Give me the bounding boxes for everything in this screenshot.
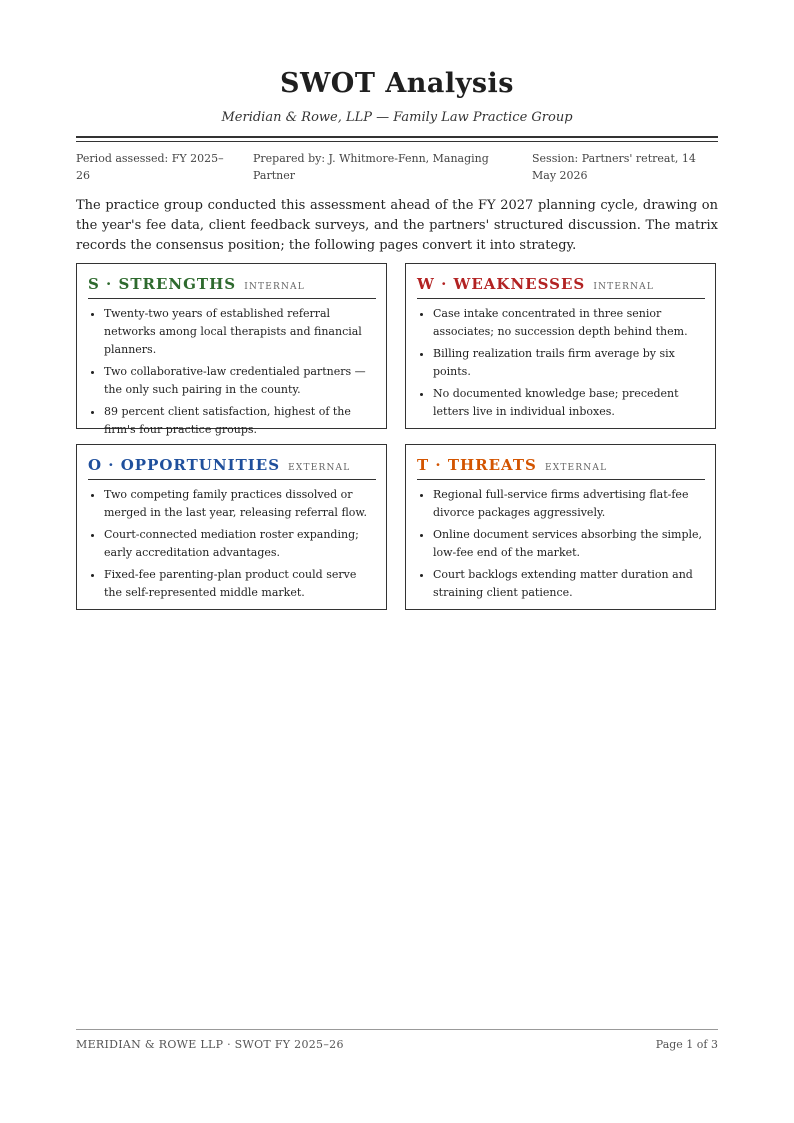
header-divider [76, 136, 718, 142]
weaknesses-header [417, 274, 705, 299]
document-title: SWOT Analysis [279, 68, 514, 99]
list-item: • Online document services absorbing the simple, low-fee end of the market. [433, 526, 705, 562]
opportunities-label: O · OPPORTUNITIES [88, 456, 281, 474]
meta-period: Period assessed: FY 2025–26 [76, 152, 224, 182]
weaknesses-tag: INTERNAL [593, 282, 655, 292]
weaknesses-list [417, 305, 705, 421]
list-item: • Billing realization trails firm average by six points. [433, 345, 705, 381]
footer-divider [76, 1029, 718, 1030]
opportunities-header [88, 455, 376, 480]
strengths-header [88, 274, 376, 299]
meta-session: Session: Partners' retreat, 14 May 2026 [532, 152, 696, 182]
list-item: • Fixed-fee parenting-plan product could serve the self-represented middle market. [104, 566, 376, 602]
footer-running-title: MERIDIAN & ROWE LLP · SWOT FY 2025–26 [76, 1038, 344, 1051]
page-number: Page 1 of 3 [655, 1038, 718, 1051]
document-subtitle: Meridian & Rowe, LLP — Family Law Practice Group [221, 110, 573, 125]
strengths-label: S · STRENGTHS [88, 275, 237, 293]
threats-box [405, 444, 716, 610]
list-item: • Case intake concentrated in three senior associates; no succession depth behind them. [433, 305, 705, 341]
opportunities-box [76, 444, 387, 610]
strengths-list [88, 305, 376, 439]
list-item: • Regional full-service firms advertising flat-fee divorce packages aggressively. [433, 486, 705, 522]
threats-label: T · THREATS [417, 456, 537, 474]
intro-paragraph: The practice group conducted this assessment ahead of the FY 2027 planning cycle, drawing on the year's fee data, client feedback surveys, and the partners' structured discussion. The matrix records the consensus position; the following pages convert it into strategy. [76, 198, 718, 253]
list-item: • Court-connected mediation roster expanding; early accreditation advantages. [104, 526, 376, 562]
threats-tag: EXTERNAL [544, 463, 608, 473]
opportunities-list [88, 486, 376, 602]
weaknesses-label: W · WEAKNESSES [417, 275, 586, 293]
threats-header [417, 455, 705, 480]
weaknesses-box [405, 263, 716, 429]
threats-list [417, 486, 705, 602]
list-item: • Court backlogs extending matter duration and straining client patience. [433, 566, 705, 602]
list-item: • Two collaborative-law credentialed partners — the only such pairing in the county. [104, 363, 376, 399]
strengths-tag: INTERNAL [244, 282, 305, 292]
meta-prepared-by: Prepared by: J. Whitmore-Fenn, Managing Partner [253, 152, 489, 182]
opportunities-tag: EXTERNAL [288, 463, 351, 473]
strengths-box [76, 263, 387, 436]
list-item: • Two competing family practices dissolved or merged in the last year, releasing referral flow. [104, 486, 376, 522]
list-item: • 89 percent client satisfaction, highest of the firm's four practice groups. [104, 403, 376, 439]
list-item: • No documented knowledge base; precedent letters live in individual inboxes. [433, 385, 705, 421]
list-item: • Twenty-two years of established referral networks among local therapists and financial planners. [104, 305, 376, 359]
